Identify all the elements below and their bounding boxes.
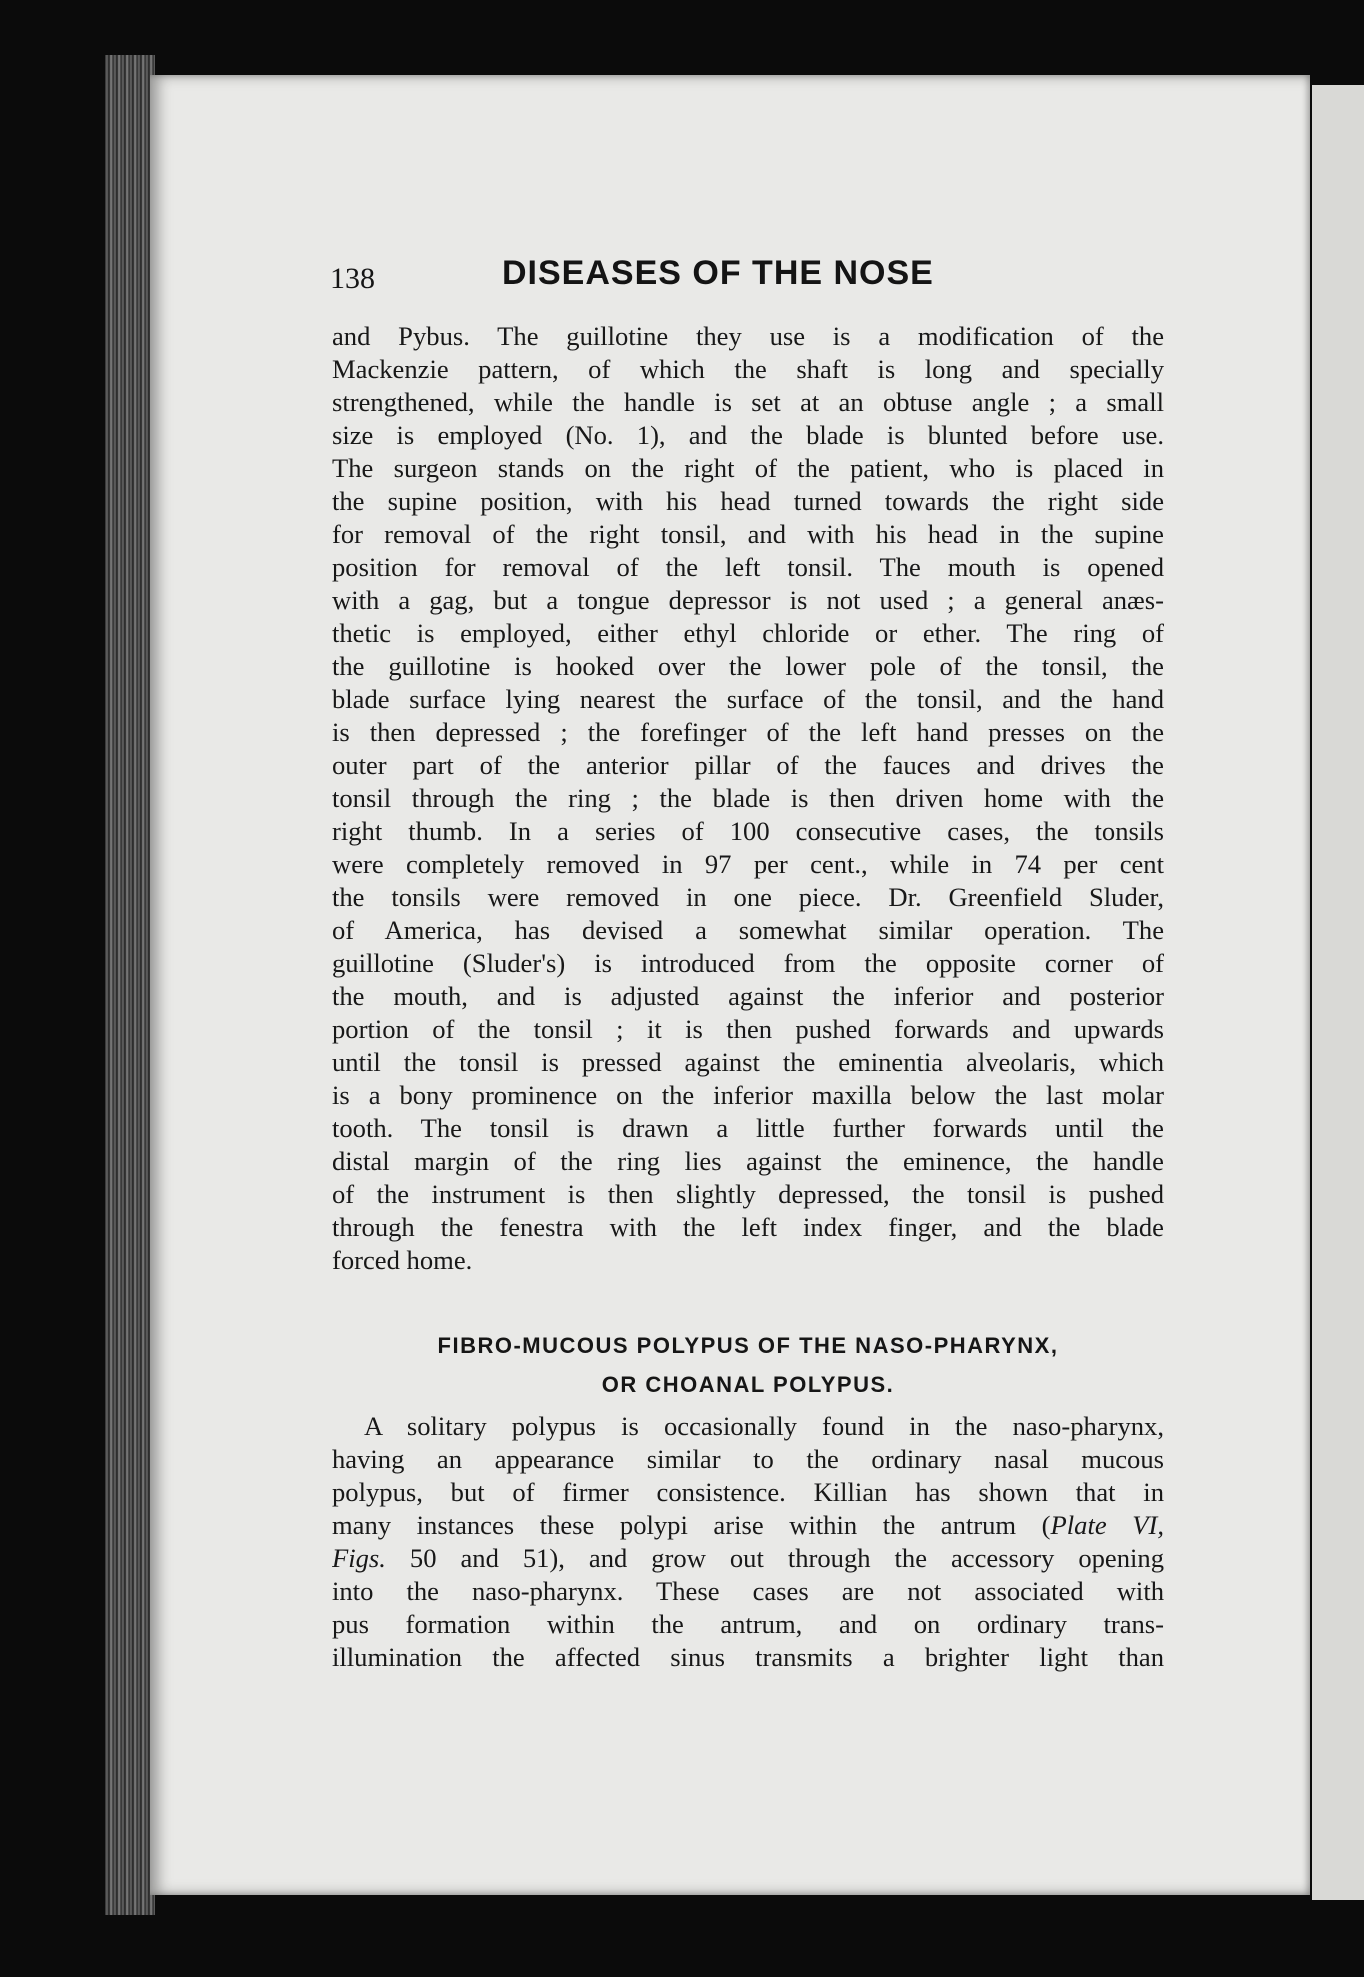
plate-reference: Plate VI, bbox=[1050, 1510, 1164, 1540]
text-line: into the naso-pharynx. These cases are not associated with bbox=[332, 1576, 1164, 1606]
text-line: guillotine (Sluder's) is introduced from the opposite corner of bbox=[332, 948, 1164, 978]
text-line: until the tonsil is pressed against the eminentia alveolaris, which bbox=[332, 1047, 1164, 1077]
text-line: of America, has devised a somewhat similar operation. The bbox=[332, 915, 1164, 945]
text-line: through the fenestra with the left index finger, and the blade bbox=[332, 1212, 1164, 1242]
text-line: size is employed (No. 1), and the blade is blunted before use. bbox=[332, 420, 1164, 450]
text-line: the tonsils were removed in one piece. Dr. Greenfield Sluder, bbox=[332, 882, 1164, 912]
text-line: position for removal of the left tonsil. The mouth is opened bbox=[332, 552, 1164, 582]
page-header bbox=[330, 254, 1010, 300]
text-line: polypus, but of firmer consistence. Killian has shown that in bbox=[332, 1477, 1164, 1507]
text-line: distal margin of the ring lies against the eminence, the handle bbox=[332, 1146, 1164, 1176]
text-line: tonsil through the ring ; the blade is then driven home with the bbox=[332, 783, 1164, 813]
text-segment: 50 and 51), and grow out through the accessory opening bbox=[385, 1543, 1164, 1573]
text-line: thetic is employed, either ethyl chloride or ether. The ring of bbox=[332, 618, 1164, 648]
text-line: for removal of the right tonsil, and with his head in the supine bbox=[332, 519, 1164, 549]
text-line: The surgeon stands on the right of the patient, who is placed in bbox=[332, 453, 1164, 483]
text-line: outer part of the anterior pillar of the fauces and drives the bbox=[332, 750, 1164, 780]
text-line: A solitary polypus is occasionally found in the naso-pharynx, bbox=[364, 1411, 1164, 1441]
text-line: pus formation within the antrum, and on ordinary trans- bbox=[332, 1609, 1164, 1639]
text-line: illumination the affected sinus transmits a brighter light than bbox=[332, 1642, 1164, 1672]
text-line: portion of the tonsil ; it is then pushed forwards and upwards bbox=[332, 1014, 1164, 1044]
page-number: 138 bbox=[330, 262, 375, 295]
text-line: the mouth, and is adjusted against the inferior and posterior bbox=[332, 981, 1164, 1011]
text-line: is then depressed ; the forefinger of the left hand presses on the bbox=[332, 717, 1164, 747]
text-line: strengthened, while the handle is set at an obtuse angle ; a small bbox=[332, 387, 1164, 417]
text-line: were completely removed in 97 per cent., while in 74 per cent bbox=[332, 849, 1164, 879]
text-line: having an appearance similar to the ordinary nasal mucous bbox=[332, 1444, 1164, 1474]
facing-page-edge bbox=[1312, 85, 1364, 1900]
text-line bbox=[332, 1509, 1164, 1542]
running-title: DISEASES OF THE NOSE bbox=[502, 254, 934, 292]
text-line: forced home. bbox=[332, 1245, 473, 1275]
text-line: right thumb. In a series of 100 consecutive cases, the tonsils bbox=[332, 816, 1164, 846]
paragraph-choanal-polypus bbox=[332, 1410, 1164, 1674]
section-heading-line-1: FIBRO-MUCOUS POLYPUS OF THE NASO-PHARYNX, bbox=[437, 1333, 1059, 1358]
text-line: of the instrument is then slightly depressed, the tonsil is pushed bbox=[332, 1179, 1164, 1209]
paragraph-tonsil-guillotine bbox=[332, 320, 1164, 1277]
text-line: Mackenzie pattern, of which the shaft is long and specially bbox=[332, 354, 1164, 384]
text-line: blade surface lying nearest the surface of the tonsil, and the hand bbox=[332, 684, 1164, 714]
text-line bbox=[332, 1542, 1164, 1575]
figures-reference: Figs. bbox=[332, 1543, 386, 1573]
text-line: tooth. The tonsil is drawn a little further forwards until the bbox=[332, 1113, 1164, 1143]
section-heading-line-2: OR CHOANAL POLYPUS. bbox=[601, 1372, 895, 1397]
text-line: the supine position, with his head turned towards the right side bbox=[332, 486, 1164, 516]
section-heading bbox=[332, 1326, 1164, 1404]
text-line: the guillotine is hooked over the lower pole of the tonsil, the bbox=[332, 651, 1164, 681]
text-line: and Pybus. The guillotine they use is a modification of the bbox=[332, 321, 1164, 351]
text-line: is a bony prominence on the inferior maxilla below the last molar bbox=[332, 1080, 1164, 1110]
text-segment: many instances these polypi arise within the antrum ( bbox=[332, 1510, 1051, 1540]
text-line: with a gag, but a tongue depressor is not used ; a general anæs- bbox=[332, 585, 1164, 615]
book-binding-edge bbox=[105, 55, 155, 1915]
